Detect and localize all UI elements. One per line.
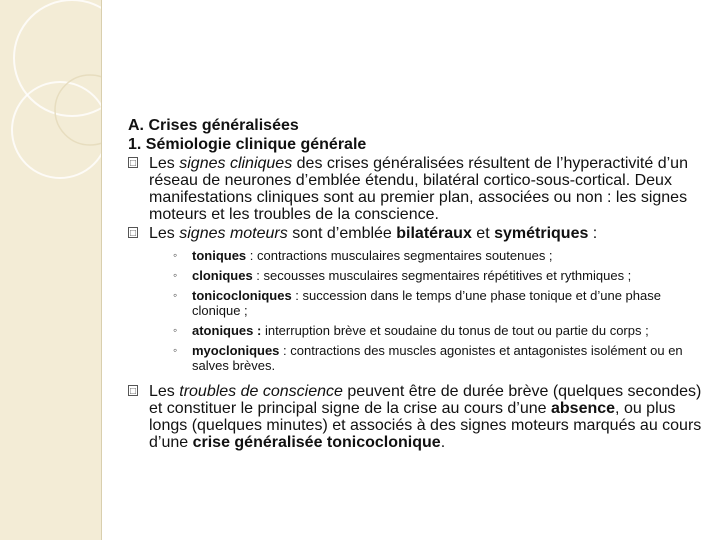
list-item: ◦ toniques : contractions musculaires segmentaires soutenues ; — [173, 248, 553, 263]
list-item: ◦ cloniques : secousses musculaires segmentaires répétitives et rythmiques ; — [173, 268, 632, 283]
bullet-text: Les signes moteurs sont d’emblée bilatéraux et symétriques : — [149, 225, 598, 242]
decorative-sidebar — [0, 0, 102, 540]
bullet-box-icon: □ — [129, 386, 137, 397]
bullet-signes-moteurs — [128, 225, 703, 373]
bullet-box-icon: □ — [129, 228, 137, 239]
decorative-circles — [0, 0, 101, 540]
circle-bullet-icon: ◦ — [173, 343, 178, 357]
list-item: ◦ atoniques : interruption brève et soudaine du tonus de tout ou partie du corps ; — [173, 323, 649, 338]
list-item: ◦ myocloniques : contractions des muscles agonistes et antagonistes isolément ou en salves brèves. — [173, 343, 683, 373]
circle-bullet-icon: ◦ — [173, 288, 178, 302]
circle-bullet-icon: ◦ — [173, 323, 178, 337]
section-heading: A. Crises généralisées — [128, 117, 299, 134]
bullet-troubles-conscience — [128, 383, 703, 451]
slide-content — [128, 117, 703, 451]
bullet-signes-cliniques — [128, 155, 703, 223]
list-item: ◦ tonicocloniques : succession dans le temps d’une phase tonique et d’une phase clonique ; — [173, 288, 661, 318]
bullet-box-icon: □ — [129, 158, 137, 169]
motor-signs-list — [149, 248, 703, 373]
circle-bullet-icon: ◦ — [173, 268, 178, 282]
circle-bullet-icon: ◦ — [173, 248, 178, 262]
subsection-heading: 1. Sémiologie clinique générale — [128, 136, 367, 153]
bullet-text: Les signes cliniques des crises généralisées résultent de l’hyperactivité d’un réseau de neurones d’emblée étendu, bilatéral cortico-sous-cortical. Deux manifestations cliniques sont au premier plan, associées ou non : les signes moteurs et les troubles de la conscience. — [149, 155, 688, 223]
bullet-text: Les troubles de conscience peuvent être de durée brève (quelques secondes) et constituer le principal signe de la crise au cours d’une absence, ou plus longs (quelques minutes) et associés à des signes moteurs marqués au cours d’une crise généralisée tonicoclonique. — [149, 383, 702, 451]
